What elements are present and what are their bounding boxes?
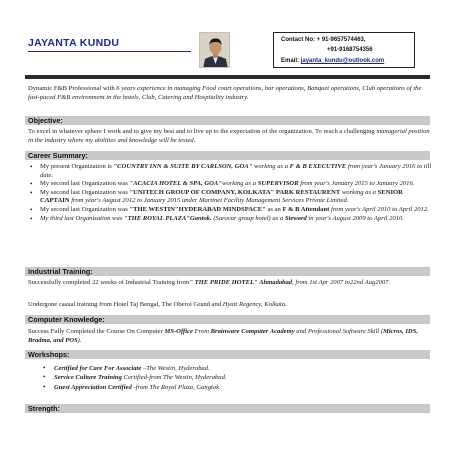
section-computer-knowledge xyxy=(25,315,430,324)
bullet-icon: • xyxy=(30,163,33,171)
section-industrial-training xyxy=(25,267,430,276)
contact-box xyxy=(273,32,415,68)
workshop-list xyxy=(42,364,422,392)
career-list xyxy=(28,163,432,223)
section-workshops xyxy=(25,350,430,359)
bullet-icon: • xyxy=(43,364,46,372)
section-title: Workshops: xyxy=(28,350,70,359)
section-strength xyxy=(25,404,430,413)
list-item: • Certified for Care For Associate –The Westin, Hyderabad. xyxy=(43,364,210,372)
objective-detail: managerial position in the industry where my abilities and knowledge will be tested. xyxy=(28,128,430,144)
section-title: Industrial Training: xyxy=(28,267,93,276)
objective-lead: To excel in whatever sphere I work and to give my best and to live up to the expectation of the organization. To reach a challenging xyxy=(28,128,377,135)
section-title: Career Summary: xyxy=(28,151,88,160)
contact-phone-2: +91-9168754356 xyxy=(327,47,373,53)
name-underline xyxy=(28,51,191,52)
bullet-icon: • xyxy=(43,382,46,391)
list-item: • Service Culture Training Certified-from The Westin, Hyderabad. xyxy=(43,373,227,382)
bullet-icon: • xyxy=(30,188,33,197)
bullet-icon: • xyxy=(30,180,33,189)
list-item: • My present Organization is "COUNTRY INN & SUITE BY CARLSON, GOA" working as a F & B EXECUTIVE from year's January 2016 to till date. xyxy=(30,163,432,179)
section-objective xyxy=(25,116,430,125)
section-career-summary xyxy=(25,151,430,160)
profile-photo xyxy=(199,32,230,68)
section-title: Objective: xyxy=(28,116,63,125)
profile-summary xyxy=(28,85,432,102)
bullet-icon: • xyxy=(30,205,33,214)
objective-text xyxy=(28,128,432,145)
list-item: • My second last Organization was "THE WESTIN"HYDERABAD MINDSPACE" as an F & B Attendant from year's April 2010 to April 2012. xyxy=(30,205,429,214)
summary-lead: Dynamic F&B Professional with xyxy=(28,85,117,92)
list-item: • My second last Organization was "UNITECH GROUP OF COMPANY, KOLKATA" PARK RESTAURENT working as a SENIOR CAPTAIN from year's August 2012 to January 2015 under Martinet Facility Management Services Private Limited. xyxy=(30,188,403,205)
section-title: Strength: xyxy=(28,404,60,413)
list-item: • My second last Organization was "ACACIA HOTEL & SPA, GOA"working as a SUPERVISOR from year's January 2015 to January 2016. xyxy=(30,180,415,189)
bullet-icon: • xyxy=(43,373,46,382)
training-text-1: Successfully completed 22 weeks of Industrial Training from" THE PRIDE HOTEL" Ahmadabad, from 1st Apr 2007 to22nd Aug2007. xyxy=(28,279,391,286)
email-label: Email: xyxy=(281,58,301,64)
contact-phone-1: Contact No: + 91-9657574463, xyxy=(281,37,366,43)
training-text-2: Undergone casual training from Hotel Taj Bengal, The Oberoi Grand and Hyatt Regency, Kolkata. xyxy=(28,301,287,308)
section-title: Computer Knowledge: xyxy=(28,315,105,324)
summary-detail: 6 years experience in managing Food court operations, bar operations, Banquet operations, Club operations of the fast-paced F&B environment in the hotels, Club, Catering and Hospitality industry. xyxy=(28,85,422,101)
contact-email-line xyxy=(281,58,384,64)
email-link[interactable]: jayanta_kundu@outlook.com xyxy=(300,58,385,64)
header-divider xyxy=(25,75,430,79)
candidate-name: JAYANTA KUNDU xyxy=(28,37,120,49)
bullet-icon: • xyxy=(30,214,33,223)
list-item: • My third last Organization was "THE ROYAL PLAZA"Gantok. (Sarovar group hotel) as a Steward in year's August 2009 to April 2010. xyxy=(30,214,404,223)
computer-text: Success Fully Completed the Course On Computer MS-Office From Brainware Computer Academy and Professional Software Skill (Micros, IDS, Bradma, and POS). xyxy=(28,328,418,344)
profile-photo-icon xyxy=(200,33,230,68)
list-item: • Guest Appreciation Certified -from The Royal Plaza, Gangtok. xyxy=(43,382,221,391)
